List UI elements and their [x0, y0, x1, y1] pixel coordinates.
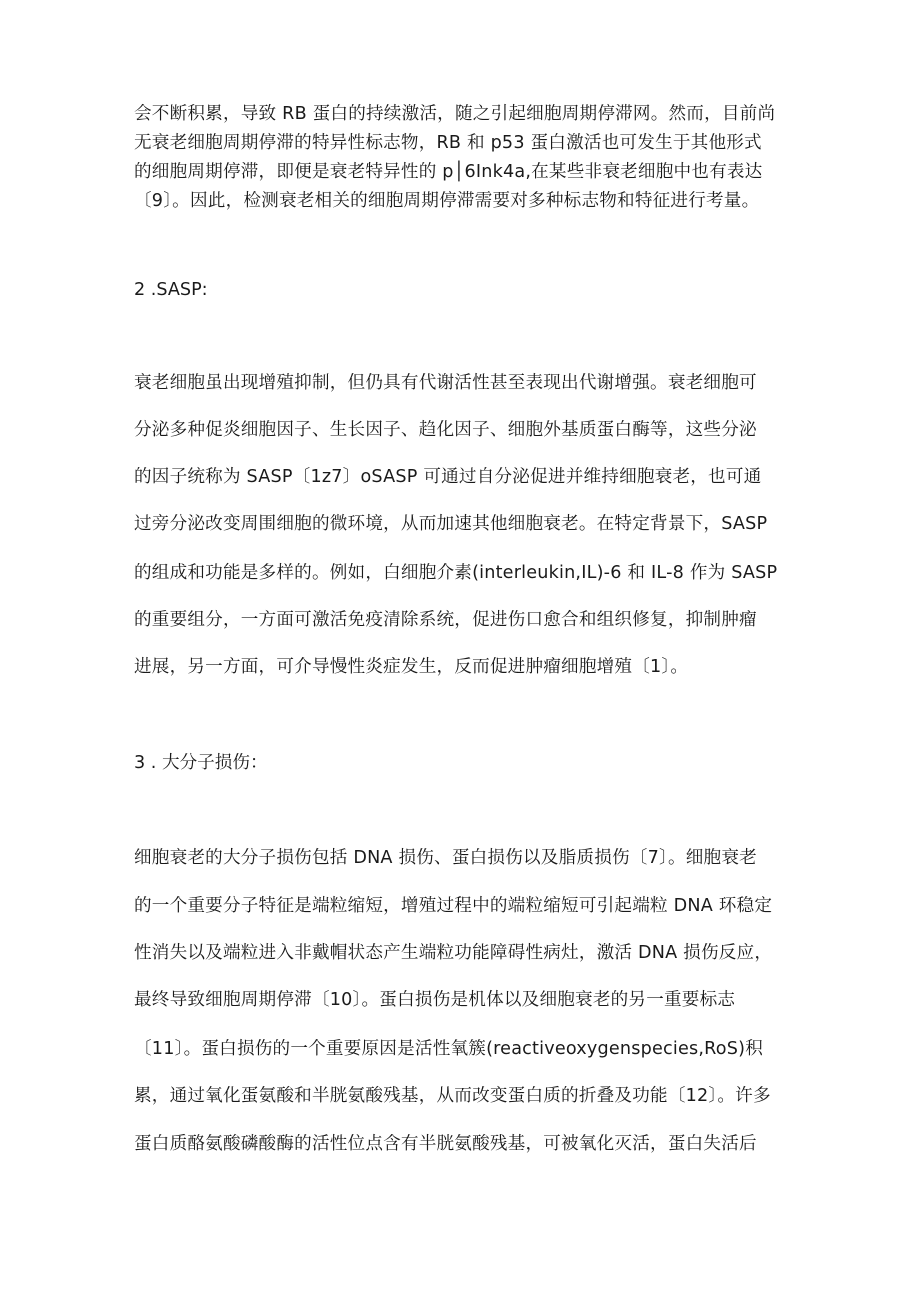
- paragraph-3-line-6: 累，通过氧化蛋氨酸和半胱氨酸残基，从而改变蛋白质的折叠及功能〔12〕。许多: [134, 1086, 771, 1106]
- paragraph-3-line-7: 蛋白质酪氨酸磷酸酶的活性位点含有半胱氨酸残基，可被氧化灭活，蛋白失活后: [134, 1134, 757, 1154]
- paragraph-1-line-3: 的细胞周期停滞，即便是衰老特异性的 p│6Ink4a,在某些非衰老细胞中也有表达: [134, 162, 763, 182]
- paragraph-2-line-4: 过旁分泌改变周围细胞的微环境，从而加速其他细胞衰老。在特定背景下，SASP: [134, 514, 768, 534]
- paragraph-3-line-2: 的一个重要分子特征是端粒缩短，增殖过程中的端粒缩短可引起端粒 DNA 环稳定: [134, 896, 773, 916]
- section-heading-macromolecular-damage: 3 . 大分子损伤：: [134, 753, 268, 773]
- paragraph-1-line-2: 无衰老细胞周期停滞的特异性标志物，RB 和 p53 蛋白激活也可发生于其他形式: [134, 133, 762, 153]
- paragraph-3-line-5: 〔11〕。蛋白损伤的一个重要原因是活性氧簇(reactiveoxygenspecies,RoS)积: [134, 1039, 763, 1059]
- paragraph-3-line-3: 性消失以及端粒进入非戴帽状态产生端粒功能障碍性病灶，激活 DNA 损伤反应，: [134, 943, 773, 963]
- paragraph-1-line-4: 〔9〕。因此，检测衰老相关的细胞周期停滞需要对多种标志物和特征进行考量。: [134, 191, 760, 211]
- paragraph-2-line-5: 的组成和功能是多样的。例如，白细胞介素(interleukin,IL)-6 和 IL-8 作为 SASP: [134, 563, 778, 583]
- paragraph-1-line-1: 会不断积累，导致 RB 蛋白的持续激活，随之引起细胞周期停滞网。然而，目前尚: [134, 104, 776, 124]
- paragraph-2-line-6: 的重要组分，一方面可激活免疫清除系统，促进伤口愈合和组织修复，抑制肿瘤: [134, 610, 757, 630]
- section-heading-sasp: 2 .SASP:: [134, 280, 208, 300]
- paragraph-2-line-1: 衰老细胞虽出现增殖抑制，但仍具有代谢活性甚至表现出代谢增强。衰老细胞可: [134, 373, 757, 393]
- paragraph-3-line-4: 最终导致细胞周期停滞〔10〕。蛋白损伤是机体以及细胞衰老的另一重要标志: [134, 990, 736, 1010]
- paragraph-2-line-2: 分泌多种促炎细胞因子、生长因子、趋化因子、细胞外基质蛋白酶等，这些分泌: [134, 420, 757, 440]
- paragraph-2-line-3: 的因子统称为 SASP〔1z7〕oSASP 可通过自分泌促进并维持细胞衰老，也可通: [134, 467, 762, 487]
- paragraph-2-line-7: 进展，另一方面，可介导慢性炎症发生，反而促进肿瘤细胞增殖〔1〕。: [134, 657, 689, 677]
- paragraph-3-line-1: 细胞衰老的大分子损伤包括 DNA 损伤、蛋白损伤以及脂质损伤〔7〕。细胞衰老: [134, 848, 757, 868]
